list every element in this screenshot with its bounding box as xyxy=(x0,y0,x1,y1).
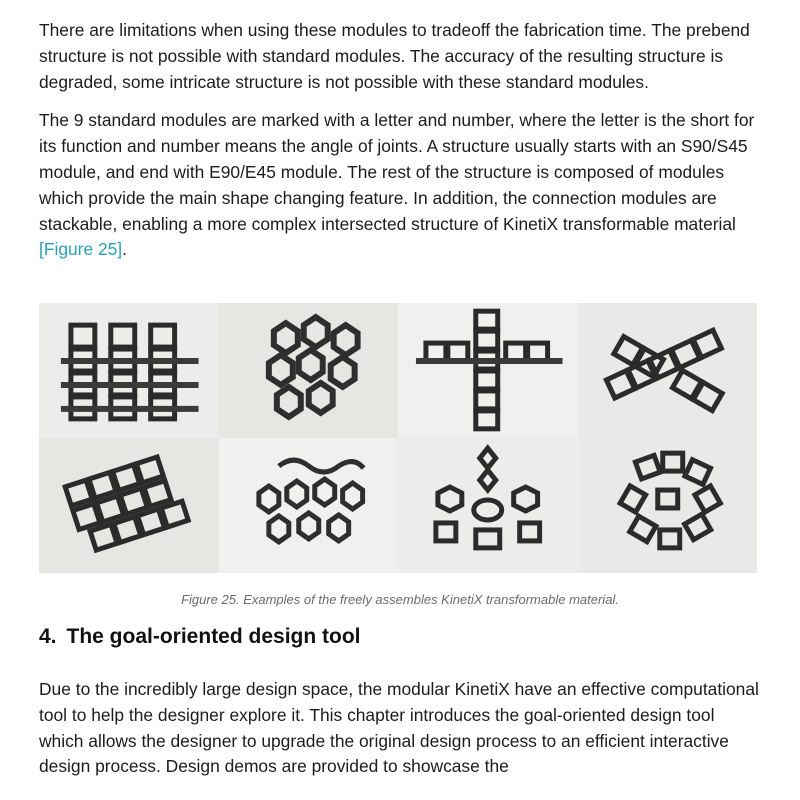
x-shape-assembly-photo xyxy=(578,303,758,438)
figure-caption: Figure 25. Examples of the freely assembles KinetiX transformable material. xyxy=(181,592,619,607)
spiral-assembly-image xyxy=(578,438,758,573)
document-page xyxy=(39,18,761,263)
folded-grid-image xyxy=(39,438,219,573)
hexagonal-assembly-photo xyxy=(219,303,399,438)
hexagonal-assembly-image xyxy=(219,303,399,438)
curved-hexagonal-photo xyxy=(219,438,399,573)
spider-assembly-image xyxy=(398,438,578,573)
standard-modules-text: The 9 standard modules are marked with a letter and number, where the letter is the short for its function and number means the angle of joints. A structure usually starts with an S90/S45 module, and end with E90/E45 module. The rest of the structure is composed of modules which provide the main shape changing feature. In addition, the connection modules are stackable, enabling a more complex intersected structure of KinetiX transformable material xyxy=(39,110,755,234)
design-tool-intro-paragraph: Due to the incredibly large design space, the modular KinetiX have an effective computational tool to help the designer explore it. This chapter introduces the goal-oriented design tool which allows the designer to upgrade the original design process to an efficient interactive design process. Design demos are provided to showcase the xyxy=(39,679,759,777)
standard-modules-paragraph xyxy=(39,108,761,263)
folded-grid-photo xyxy=(39,438,219,573)
curved-hexagonal-image xyxy=(219,438,399,573)
section-number: 4. xyxy=(39,625,57,648)
figure-25-photo-grid xyxy=(39,303,757,573)
grid-assembly-image xyxy=(39,303,219,438)
spiral-assembly-photo xyxy=(578,438,758,573)
limitations-paragraph: There are limitations when using these modules to tradeoff the fabrication time. The prebend structure is not possible with standard modules. The accuracy of the resulting structure is degraded, some intricate structure is not possible with these standard modules. xyxy=(39,20,750,92)
cross-assembly-image xyxy=(398,303,578,438)
spider-assembly-photo xyxy=(398,438,578,573)
cross-assembly-photo xyxy=(398,303,578,438)
x-shape-assembly-image xyxy=(578,303,758,438)
standard-modules-end: . xyxy=(122,239,127,260)
section-heading xyxy=(39,625,361,649)
figure-25-link[interactable]: [Figure 25] xyxy=(39,239,123,260)
grid-assembly-photo xyxy=(39,303,219,438)
section-title: The goal-oriented design tool xyxy=(66,625,361,648)
